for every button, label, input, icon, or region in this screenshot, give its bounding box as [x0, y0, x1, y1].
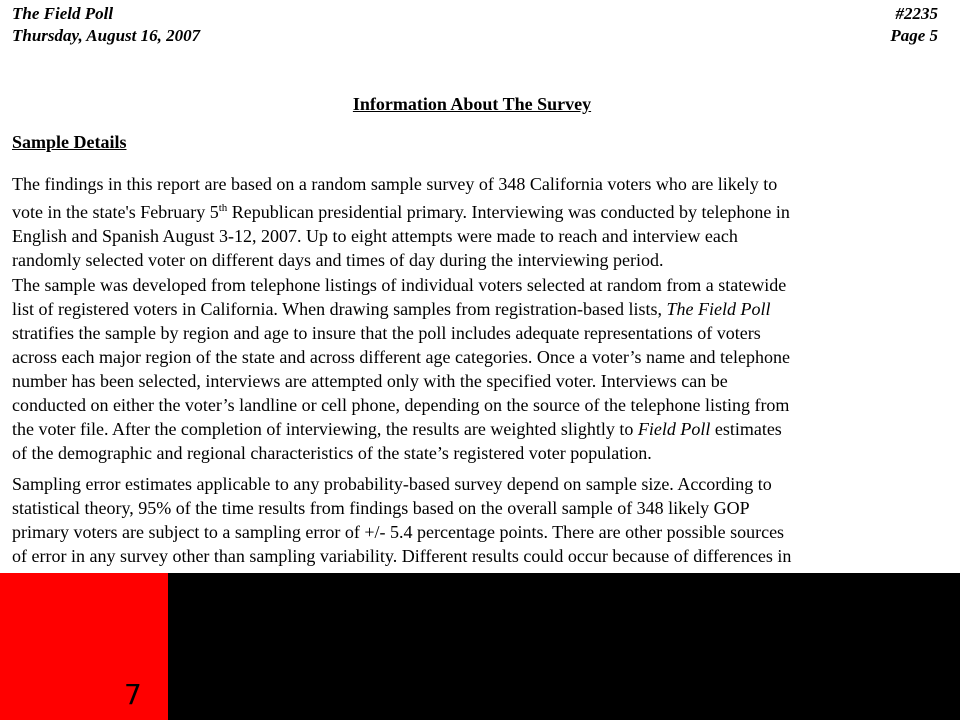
text-line: number has been selected, interviews are attempted only with the specified voter. Interviews can be — [12, 371, 728, 391]
header-left — [12, 3, 200, 47]
text-run: Republican presidential primary. Interviewing was conducted by telephone in — [227, 202, 790, 222]
org-name: The Field Poll — [12, 4, 114, 23]
text-line: Sampling error estimates applicable to any probability-based survey depend on sample size. According to — [12, 474, 772, 494]
report-date: Thursday, August 16, 2007 — [12, 26, 201, 45]
header-right — [890, 3, 938, 47]
text-line: randomly selected voter on different days and times of day during the interviewing period. — [12, 250, 664, 270]
italic-run: Field Poll — [637, 419, 711, 439]
paragraph-2 — [12, 273, 937, 465]
text-line: across each major region of the state and across different age categories. Once a voter’s name and telephone — [12, 347, 790, 367]
text-run: the voter file. After the completion of interviewing, the results are weighted slightly to — [12, 419, 638, 439]
text-run: vote in the state's February 5 — [12, 202, 219, 222]
text-line: of the demographic and regional characteristics of the state’s registered voter population. — [12, 443, 652, 463]
text-line: The findings in this report are based on a random sample survey of 348 California voters who are likely to — [12, 174, 778, 194]
text-run: list of registered voters in California. When drawing samples from registration-based lists, — [12, 299, 667, 319]
italic-run: The Field Poll — [666, 299, 771, 319]
text-line — [12, 417, 937, 441]
text-line: of error in any survey other than sampling variability. Different results could occur because of differences in — [12, 546, 792, 566]
page-label: Page 5 — [890, 26, 938, 45]
footer-accent-block — [0, 573, 168, 720]
text-line: English and Spanish August 3-12, 2007. Up to eight attempts were made to reach and interview each — [12, 226, 738, 246]
text-line — [12, 297, 937, 321]
page-title: Information About The Survey — [352, 94, 592, 114]
section-heading: Sample Details — [12, 132, 127, 152]
text-line: The sample was developed from telephone listings of individual voters selected at random from a statewide — [12, 275, 787, 295]
paragraph-3 — [12, 472, 937, 568]
text-line: primary voters are subject to a sampling error of +/- 5.4 percentage points. There are other possible sources — [12, 522, 785, 542]
slide-number: 7 — [124, 678, 142, 711]
text-run: estimates — [710, 419, 782, 439]
text-line: conducted on either the voter’s landline or cell phone, depending on the source of the telephone listing from — [12, 395, 790, 415]
paragraph-1 — [12, 172, 937, 272]
text-line: stratifies the sample by region and age to insure that the poll includes adequate representations of voters — [12, 323, 761, 343]
text-line: statistical theory, 95% of the time results from findings based on the overall sample of 348 likely GOP — [12, 498, 750, 518]
superscript: th — [218, 202, 228, 214]
release-number: #2235 — [895, 4, 938, 23]
text-line — [12, 196, 937, 224]
